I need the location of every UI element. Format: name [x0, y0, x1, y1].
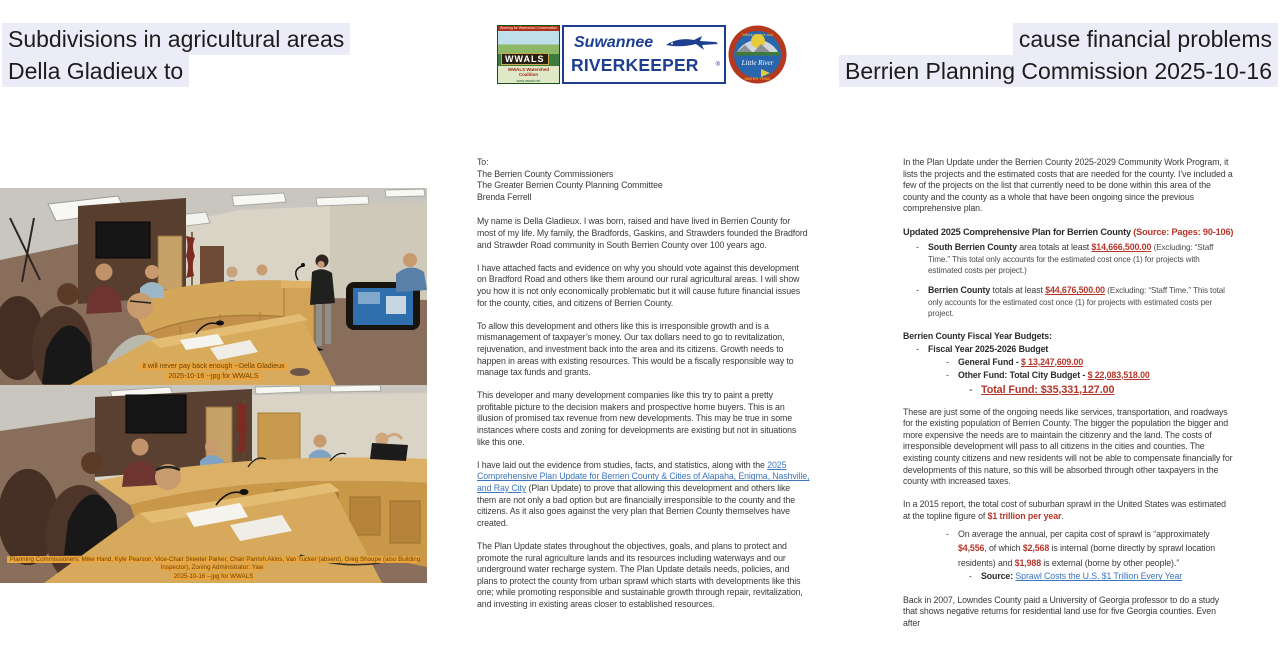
- svg-text:Withlacoochee and: Withlacoochee and: [742, 33, 773, 37]
- letter-recipient-planning-committee: The Greater Berrien County Planning Committee: [477, 180, 663, 191]
- bullet-dash: -: [916, 242, 919, 253]
- text-segment: Source:: [981, 571, 1016, 582]
- text-segment: $4,556: [958, 543, 985, 554]
- photo2-caption-line2: 2025-10-16 --jpg for WWALS: [171, 573, 257, 580]
- source-item: [903, 571, 1235, 583]
- text-segment: $14,666,500.00: [1091, 242, 1152, 253]
- letter-paragraph-2: I have attached facts and evidence on why you should vote against this development on Bradford Road and others like them around our rural agricultural areas. I will show you how it is not only economically problematic but it will cause future financial issues for the county, cities, and citizens of Berrien County.: [477, 262, 801, 308]
- tv-screen: [96, 222, 150, 258]
- text-segment: On average the annual, per capita cost of sprawl is “approximately: [958, 528, 1210, 539]
- witness-box: [258, 413, 300, 465]
- letter-paragraph-5: [477, 460, 810, 530]
- registered-mark: ®: [715, 62, 720, 68]
- letter-recipient-commissioners: The Berrien County Commissioners: [477, 168, 614, 179]
- photo1-caption-line2: 2025-10-16 --jpg for WWALS: [166, 373, 262, 380]
- wwals-url: www.wwals.net: [498, 79, 559, 84]
- title-left-line1: Subdivisions in agricultural areas: [2, 23, 350, 55]
- facts-paragraph-2: These are just some of the ongoing needs like services, transportation, and roadways for the existing population of Berrien County. The bigger the population the bigger and more expensive the needs are to maintain the citizenry and the land. The costs of irresponsible development will pass to all citizens in the cities and counties. The existing county citizens and new residents will not be able to compensate financially for developments of this nature, so this will be absorbed through other taxpayers in the county with increased taxes.: [903, 406, 1233, 487]
- total-fund-item: [903, 383, 1235, 397]
- laptop: [370, 443, 408, 461]
- bullet-dash: -: [969, 571, 972, 582]
- riverkeeper-word-suwannee: Suwannee: [574, 34, 654, 51]
- letter-column: [477, 157, 810, 622]
- bullet-dash: -: [946, 369, 949, 380]
- berrien-total-item: [903, 285, 1235, 320]
- wwals-logo: [497, 25, 560, 84]
- svg-text:Little River: Little River: [741, 59, 774, 67]
- title-right: [839, 23, 1278, 87]
- other-fund-item: [903, 370, 1235, 382]
- photo1-caption: [0, 362, 427, 381]
- budgets-title: Berrien County Fiscal Year Budgets:: [903, 331, 1052, 342]
- letter-paragraph-4: This developer and many development companies like this try to paint a pretty profitable picture to the decision makers and prospective home buyers. This is an illusion of promised tax revenue from new developments. This may be true in some instances where costs and zoning for developments are existing but not in situations like this one.: [477, 390, 797, 447]
- per-capita-sprawl-item: [903, 527, 1235, 571]
- text-segment: $1,988: [1014, 557, 1042, 568]
- water-trail-logo: [728, 25, 787, 84]
- title-right-line2: Berrien Planning Commission 2025-10-16: [839, 55, 1278, 87]
- meeting-photo-speaker: [0, 188, 427, 385]
- text-segment: In a 2015 report, the total cost of suburban sprawl in the United States was estimated at the topline figure of: [903, 499, 1226, 522]
- hyperlink[interactable]: Sprawl Costs the U.S. $1 Trillion Every Year: [1015, 571, 1183, 582]
- wwals-art: [498, 31, 559, 66]
- wwals-banner: Working for Watershed Conservation: [499, 26, 558, 30]
- fiscal-year-item: - Fiscal Year 2025-2026 Budget: [916, 343, 1049, 354]
- hyperlink[interactable]: 2025 Comprehensive Plan Update for Berrien County & Cities of Alapaha, Enigma, Nashville, and Ray City: [477, 459, 810, 494]
- text-segment: .: [1061, 511, 1064, 522]
- door: [206, 407, 232, 463]
- text-segment: is internal (borne directly by sprawl location residents) and: [958, 543, 1216, 568]
- facts-paragraph-4: Back in 2007, Lowndes County paid a University of Georgia professor to do a study that shows negative returns for residential land use for five Georgia counties. Even after: [903, 594, 1220, 628]
- text-segment: $ 13,247,609.00: [1021, 356, 1084, 367]
- photo1-caption-line1: it will never pay back enough --Della Gladieux: [139, 363, 287, 370]
- text-segment: Other Fund: Total City Budget -: [958, 369, 1088, 380]
- text-segment: Berrien County: [928, 284, 991, 295]
- letter-address-block: [477, 157, 810, 203]
- sprawl-cost-paragraph: [903, 499, 1235, 522]
- text-segment: $ 22,083,518.00: [1087, 369, 1150, 380]
- text-segment: Total Fund: $35,331,127.00: [981, 383, 1115, 396]
- logo-strip: [497, 25, 787, 84]
- letter-recipient-brenda-ferrell: Brenda Ferrell: [477, 191, 532, 202]
- riverkeeper-word-riverkeeper: RIVERKEEPER: [571, 55, 699, 75]
- letter-to-label: To:: [477, 157, 489, 167]
- text-segment: totals at least: [990, 284, 1046, 295]
- bullet-dash: -: [969, 383, 973, 396]
- bullet-dash: -: [916, 284, 919, 295]
- title-left: [2, 23, 350, 87]
- text-segment: is external (borne by other people).”: [1041, 557, 1180, 568]
- title-left-line2: Della Gladieux to: [2, 55, 189, 87]
- text-segment: area totals at least: [1016, 242, 1092, 253]
- text-segment: I have laid out the evidence from studies, facts, and statistics, along with the: [477, 459, 768, 470]
- facts-paragraph-1: In the Plan Update under the Berrien County 2025-2029 Community Work Program, it lists the projects and the estimated costs that are needed for the county. I’ve included a few of the projects on the list that currently need to be done within this area of the county and the county as a whole that have been ongoing since the previous comprehensive plan.: [903, 157, 1233, 214]
- sturgeon-fish-icon: [664, 33, 720, 53]
- suwannee-riverkeeper-logo: [562, 25, 726, 84]
- title-right-line1: cause financial problems: [1013, 23, 1278, 55]
- text-segment: , of which: [984, 543, 1023, 554]
- meeting-photo-commissioners: [0, 385, 427, 583]
- south-berrien-total-item: [903, 242, 1235, 277]
- text-segment: $2,568: [1022, 543, 1050, 554]
- bullet-dash: -: [946, 528, 949, 539]
- photo2-caption: [0, 556, 427, 582]
- text-segment: South Berrien County: [928, 242, 1017, 253]
- text-segment: (Excluding: “Staff Time.” This total only accounts for the estimated cost once (1) for projects with estimated costs per project.: [928, 285, 1225, 319]
- tv-screen: [126, 395, 186, 433]
- text-segment: (Source: Pages: 90-106): [1133, 226, 1234, 237]
- svg-text:WATER TRAIL: WATER TRAIL: [744, 76, 771, 81]
- meeting-room-scene-2: [0, 385, 427, 583]
- meeting-room-scene-1: [0, 188, 427, 385]
- letter-paragraph-3: To allow this development and others like this is irresponsible growth and is a mismanagement of taxpayer’s money. Our tax dollars need to go to revitalization, rejuvenation, and investment back into the area and its citizens. Growth needs to happen in areas with existing resources. This would be a fiscally responsible way to manage tax funds and grants.: [477, 320, 794, 378]
- water-trail-seal-icon: [728, 25, 787, 84]
- bullet-dash: -: [946, 356, 949, 367]
- text-segment: $44,676,500.00: [1045, 284, 1105, 295]
- general-fund-item: [903, 357, 1235, 369]
- text-segment: General Fund -: [958, 356, 1022, 367]
- bullet-dash: -: [916, 343, 919, 354]
- text-segment: $1 trillion per year: [987, 511, 1062, 522]
- letter-paragraph-1: My name is Della Gladieux. I was born, raised and have lived in Berrien County for most of my life. My family, the Bradfords, Gaskins, and Strawders founded the Bradford and Strawder Road community in South Berrien County over 100 years ago.: [477, 216, 808, 250]
- text-segment: (Excluding: “Staff Time.” This total only accounts for the estimated cost once (1) for projects with estimated costs per project.): [928, 243, 1214, 276]
- door: [158, 236, 182, 290]
- text-segment: (Plan Update) to prove that allowing this development and others like them are not only a bad option but are financially irresponsible to the county and the citizens. As it also goes against the very plan that Berrien County themselves have created.: [477, 483, 796, 528]
- text-segment: Updated 2025 Comprehensive Plan for Berrien County: [903, 226, 1134, 237]
- wwals-name: WWALS: [501, 53, 549, 65]
- plan-update-heading: [903, 227, 1235, 239]
- facts-column: [903, 157, 1235, 641]
- photo2-caption-line1: Planning Commissioners: Mike Hand, Kyle Pearson, Vice-Chair Skeeter Parker, Chair Parrish Akins, Van Tucker (absent), Greg Shoupe (also Building Inspector), Zoning Administrator: Yaw: [7, 556, 420, 572]
- letter-paragraph-6: The Plan Update states throughout the objectives, goals, and plans to protect and promote the rural agriculture lands and its resources including waterways and our underground water recharge system. The Plan Update details needs, policies, and plans to protect the county from urban sprawl which starts with developments like this one; while promoting responsible and sustainable growth through repair, revitalization, and investing in existing areas closer to established resources.: [477, 541, 803, 609]
- wwals-footer: WWALS Watershed Coalition: [498, 66, 559, 79]
